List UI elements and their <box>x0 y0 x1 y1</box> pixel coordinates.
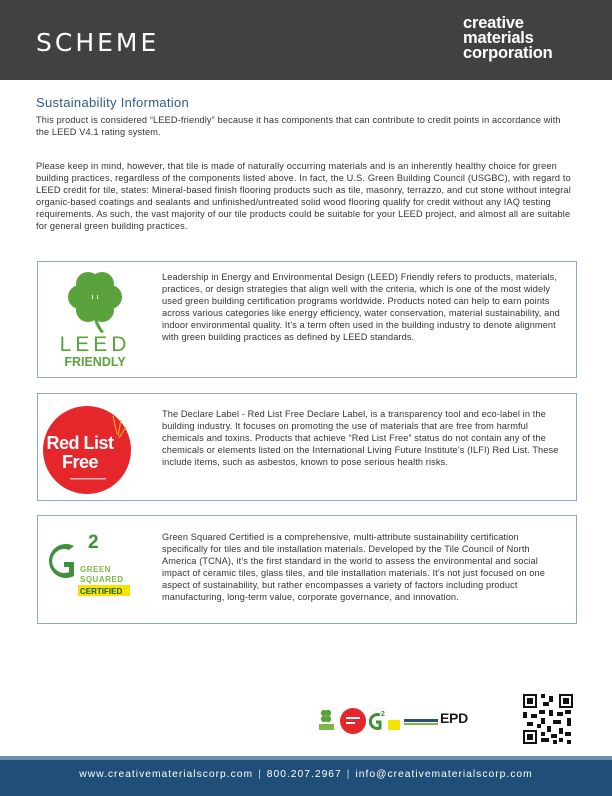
leed-badge-icon <box>319 710 334 730</box>
friendly-logo-word: FRIENDLY <box>64 355 126 369</box>
footer-website-link[interactable]: www.creativematerialscorp.com <box>79 769 254 780</box>
green-squared-logo <box>38 516 162 623</box>
footer-email-link[interactable]: info@creativematerialscorp.com <box>355 769 533 780</box>
squared-superscript: 2 <box>88 532 99 553</box>
red-list-free-card <box>37 393 577 501</box>
free-logo-word: Free <box>62 452 99 472</box>
epd-stripe-icon <box>404 719 438 722</box>
section-title: Sustainability Information <box>36 95 190 110</box>
certification-badges <box>316 706 440 736</box>
intro-paragraph: This product is considered “LEED-friendly” because it has components that can contribute to credit points in accordance with the LEED V4.1 rating system. <box>36 115 561 137</box>
red-list-free-logo <box>38 394 162 500</box>
page-header <box>0 0 612 80</box>
green-squared-description: Green Squared Certified is a comprehensive, multi-attribute sustainability certification specifically for tiles and tile installation materials. Developed by the Tile Council of North America (TCNA), it’s the first standard in the world to assess the environmental and social impact of ceramic tiles, glass tiles, and tile installation materials. It’s not just focused on one aspect of sustainability, but rather encompasses a variety of factors including product manufacturing, long-term value, corporate governance, and innovation. <box>162 532 545 602</box>
note-paragraph: Please keep in mind, however, that tile is made of naturally occurring materials and is an inherently healthy choice for green building practices, regardless of the components listed above. In fact, the U.S. Green Building Council (USGBC), with regard to LEED credit for tile, states: Mineral-based finish flooring products such as tile, masonry, terrazzo, and cut stone without integral organic-based coatings and sealants and unfinished/untreated solid wood flooring qualify for credit without any IAQ testing requirements. As such, the vast majority of our tile products could be suitable for your LEED project, and almost all are suitable for general green building practices. <box>36 161 571 231</box>
leed-description: Leadership in Energy and Environmental Design (LEED) Friendly refers to products, materials, practices, or design strategies that align well with the criteria, which is one of the most widely used green building certification programs worldwide. Products noted can help to earn points across various categories like energy efficiency, water conservation, material sustainability, and indoor environmental quality. It’s a term often used in the building industry to denote alignment with green building practices as defined by LEED standards. <box>162 272 560 342</box>
company-logo-line-3: corporation <box>463 44 553 62</box>
company-logo-line-1: creative <box>463 14 524 32</box>
page-footer <box>0 756 612 796</box>
svg-text:2: 2 <box>381 711 385 718</box>
green-squared-card <box>37 515 577 624</box>
epd-badge-label: EPD <box>440 710 468 726</box>
qr-code-icon[interactable] <box>523 694 573 744</box>
certified-word: CERTIFIED <box>80 587 123 596</box>
company-logo-line-2: materials <box>463 29 534 47</box>
leed-logo-word: LEED <box>59 333 131 356</box>
footer-contact: www.creativematerialscorp.com | 800.207.2967 | info@creativematerialscorp.com <box>79 769 533 780</box>
red-list-description: The Declare Label - Red List Free Declare Label, is a transparency tool and eco-label in the building industry. It focuses on promoting the use of materials that are free from harmful chemicals and toxins. Products that achieve “Red List Free” status do not contain any of the chemicals or elements listed on the International Living Future Institute’s (ILFI) Red List. These include items, such as asbestos, known to pose serious health risks. <box>162 409 559 467</box>
leed-friendly-card <box>37 261 577 378</box>
company-logo <box>463 16 552 61</box>
green-squared-badge-icon <box>370 715 380 729</box>
footer-phone[interactable]: 800.207.2967 <box>266 769 342 780</box>
leed-friendly-logo <box>38 262 162 377</box>
red-list-badge-icon <box>340 708 366 734</box>
squared-word: SQUARED <box>80 575 124 584</box>
green-word: GREEN <box>80 565 111 574</box>
red-list-logo-word: Red List <box>46 433 114 453</box>
collection-name: SCHEME <box>36 28 160 57</box>
